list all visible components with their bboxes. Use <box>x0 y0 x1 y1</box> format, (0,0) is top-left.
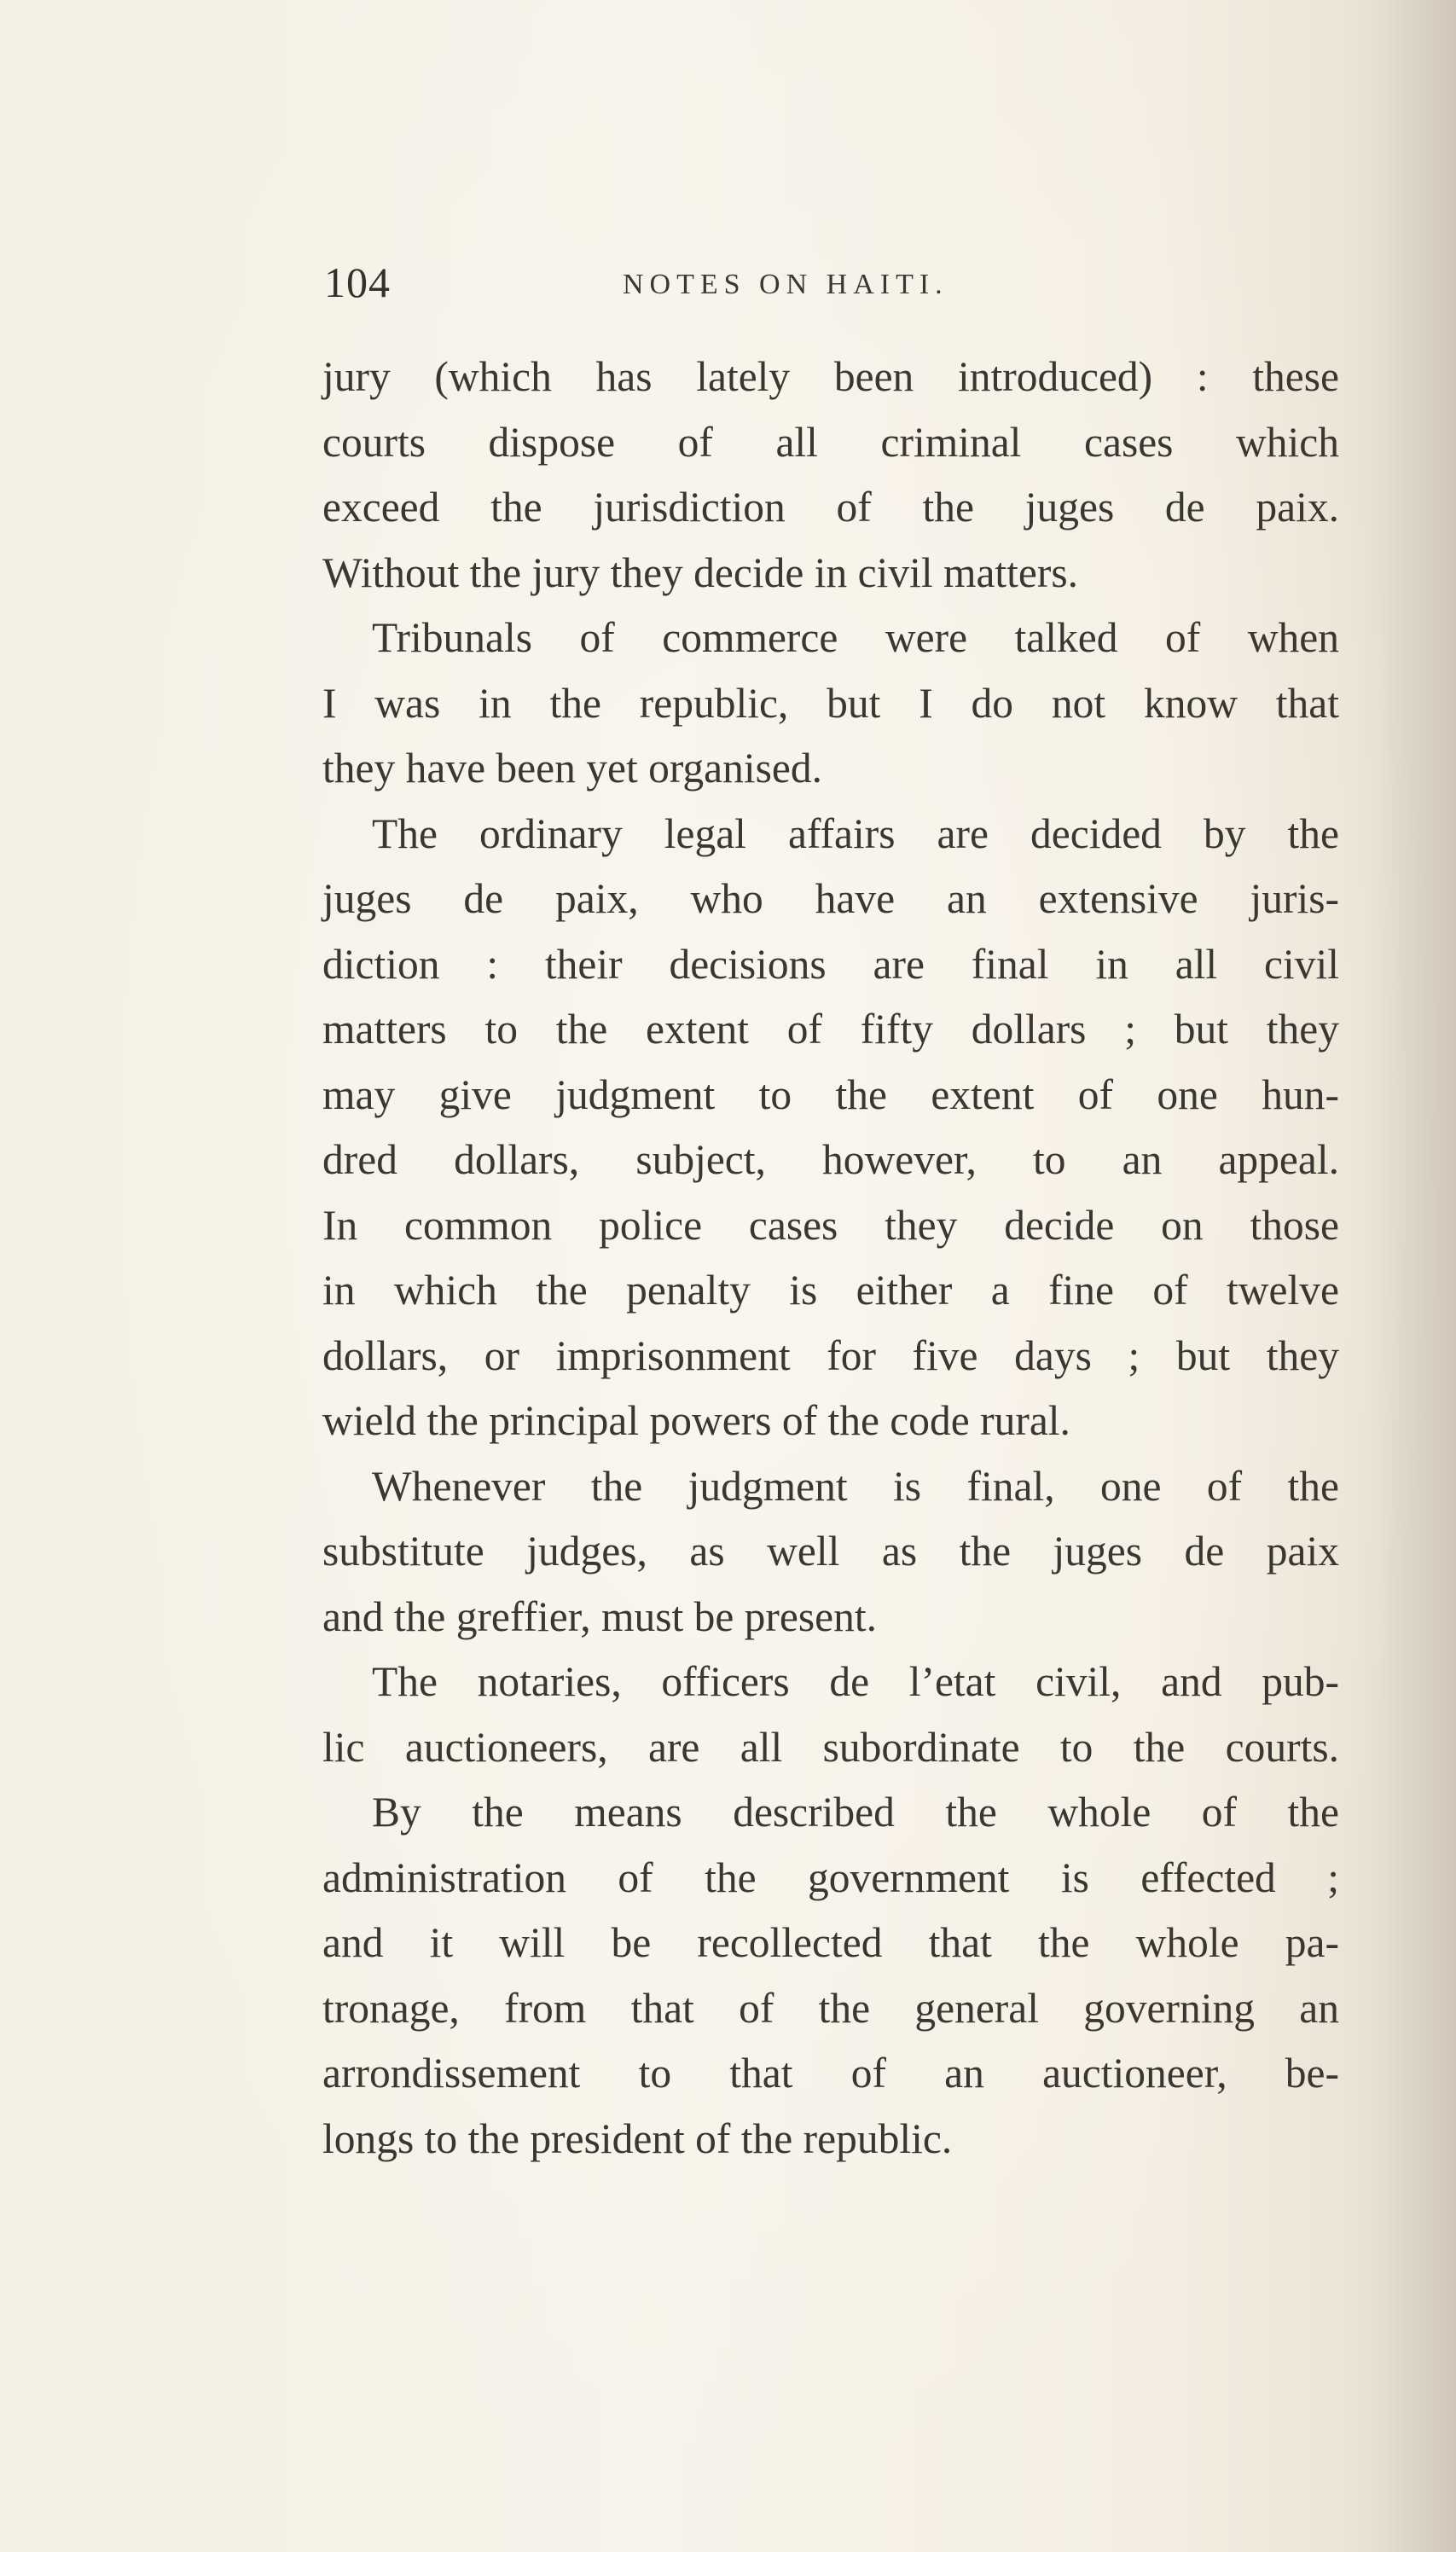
text-line: may give judgment to the extent of one hun- <box>322 1070 1339 1118</box>
text-line: in which the penalty is either a fine of twelve <box>322 1267 1339 1314</box>
running-title: NOTES ON HAITI. <box>623 269 948 300</box>
text-line: wield the principal powers of the code rural. <box>322 1397 1070 1444</box>
paragraph <box>322 345 1339 606</box>
text-line: Tribunals of commerce were talked of when <box>372 614 1339 661</box>
page-edge-shadow <box>1379 0 1456 2552</box>
text-line: and the greffier, must be present. <box>322 1592 878 1640</box>
text-line: In common police cases they decide on those <box>322 1201 1339 1249</box>
text-line: Without the jury they decide in civil matters. <box>322 548 1079 596</box>
text-line: they have been yet organised. <box>322 745 822 792</box>
text-line: and it will be recollected that the whole pa- <box>322 1919 1339 1966</box>
paragraph <box>322 1650 1339 1780</box>
body-text <box>322 345 1339 2172</box>
page-number: 104 <box>324 258 391 306</box>
text-line: diction : their decisions are final in all civil <box>322 940 1339 988</box>
text-line: I was in the republic, but I do not know that <box>322 679 1339 727</box>
text-line: matters to the extent of fifty dollars ; but they <box>322 1006 1339 1053</box>
text-line: dollars, or imprisonment for five days ; but they <box>322 1331 1339 1379</box>
text-line: jury (which has lately been introduced) : these <box>322 353 1339 400</box>
text-line: courts dispose of all criminal cases which <box>322 418 1339 466</box>
paragraph <box>322 1454 1339 1650</box>
text-line: dred dollars, subject, however, to an appeal. <box>322 1136 1339 1183</box>
text-line: substitute judges, as well as the juges de paix <box>322 1528 1339 1575</box>
text-line: administration of the government is effected ; <box>322 1853 1339 1901</box>
text-line: arrondissement to that of an auctioneer, be- <box>322 2050 1339 2097</box>
text-line: Whenever the judgment is final, one of the <box>372 1462 1339 1510</box>
paragraph <box>322 1780 1339 2172</box>
text-line: tronage, from that of the general governing an <box>322 1984 1339 2032</box>
text-line: lic auctioneers, are all subordinate to the courts. <box>322 1723 1339 1771</box>
paragraph <box>322 606 1339 802</box>
text-line: The ordinary legal affairs are decided by the <box>372 809 1339 857</box>
text-line: exceed the jurisdiction of the juges de paix. <box>322 484 1339 531</box>
text-line: The notaries, officers de l’etat civil, and pub- <box>372 1658 1339 1705</box>
paragraph <box>322 802 1339 1454</box>
text-line: juges de paix, who have an extensive juris- <box>322 875 1339 922</box>
running-head <box>324 252 1348 312</box>
text-line: By the means described the whole of the <box>372 1789 1339 1836</box>
text-line: longs to the president of the republic. <box>322 2114 953 2162</box>
